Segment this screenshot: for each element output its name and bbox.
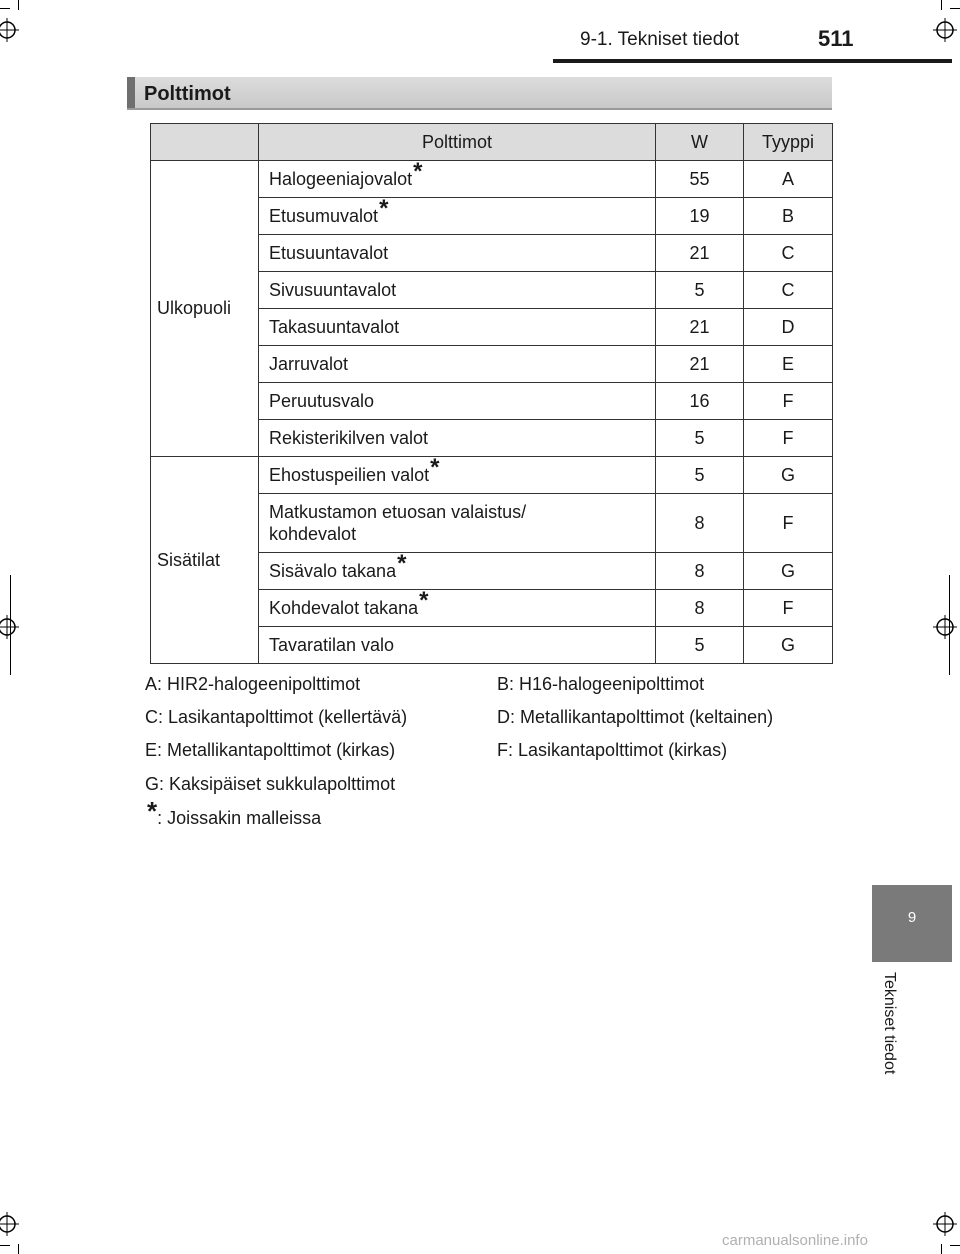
- registration-mark-icon: [0, 18, 19, 42]
- category-cell: Sisätilat: [151, 457, 259, 664]
- header-rule: [553, 59, 952, 63]
- footnote-text: : Joissakin malleissa: [157, 808, 322, 828]
- bulb-name: Rekisterikilven valot: [259, 420, 656, 457]
- bulb-table: [150, 123, 833, 664]
- category-cell: Ulkopuoli: [151, 161, 259, 457]
- bulb-name: Etusuuntavalot: [259, 235, 656, 272]
- chapter-tab: [872, 885, 952, 962]
- bulb-name: Tavaratilan valo: [259, 627, 656, 664]
- bulb-type: C: [744, 272, 833, 309]
- bulb-type: F: [744, 383, 833, 420]
- chapter-number: 9: [907, 909, 917, 926]
- header-bulbs: Polttimot: [259, 124, 656, 161]
- bulb-watt: 21: [656, 309, 744, 346]
- legend-g: G: Kaksipäiset sukkulapolttimot: [145, 774, 396, 794]
- bulb-watt: 55: [656, 161, 744, 198]
- legend-footnote: [147, 796, 322, 829]
- footnote-star: *: [430, 453, 440, 481]
- bulb-watt: 5: [656, 627, 744, 664]
- bulb-watt: 16: [656, 383, 744, 420]
- bulb-watt: 8: [656, 553, 744, 590]
- bulb-name: Sivusuuntavalot: [259, 272, 656, 309]
- section-heading-title: Polttimot: [144, 83, 231, 105]
- header-watt: W: [656, 124, 744, 161]
- bulb-watt: 5: [656, 420, 744, 457]
- bulb-name-text: Ehostuspeilien valot: [269, 464, 430, 485]
- legend-c: C: Lasikantapolttimot (kellertävä): [145, 707, 408, 727]
- legend-a: A: HIR2-halogeenipolttimot: [145, 674, 361, 694]
- bulb-type: B: [744, 198, 833, 235]
- bulb-watt: 19: [656, 198, 744, 235]
- watermark: carmanualsonline.info: [722, 1232, 868, 1249]
- bulb-watt: 5: [656, 272, 744, 309]
- bulb-name: [259, 494, 656, 553]
- table-row: [151, 161, 833, 198]
- bulb-type: D: [744, 309, 833, 346]
- header-type: Tyyppi: [744, 124, 833, 161]
- bulb-type: G: [744, 457, 833, 494]
- section-heading-bar: [127, 77, 832, 110]
- bulb-name-text-line2: kohdevalot: [269, 524, 357, 544]
- bulb-name-text: Kohdevalot takana: [269, 597, 419, 618]
- registration-mark-icon: [933, 18, 957, 42]
- footnote-mark: *: [147, 796, 158, 826]
- bulb-watt: 21: [656, 346, 744, 383]
- bulb-type: G: [744, 627, 833, 664]
- bulb-name: Jarruvalot: [259, 346, 656, 383]
- registration-mark-icon: [0, 1212, 19, 1236]
- bulb-name: Takasuuntavalot: [259, 309, 656, 346]
- footnote-star: *: [397, 549, 407, 577]
- chapter-label: Tekniset tiedot: [881, 972, 898, 1075]
- legend-e: E: Metallikantapolttimot (kirkas): [145, 740, 396, 760]
- bulb-type: F: [744, 590, 833, 627]
- bulb-type: E: [744, 346, 833, 383]
- bulb-name-text: Halogeeniajovalot: [269, 168, 413, 189]
- footnote-star: *: [419, 586, 429, 614]
- bulb-name: [259, 549, 656, 590]
- page-number: 511: [818, 26, 854, 51]
- bulb-name: [259, 586, 656, 627]
- section-heading-accent: [127, 77, 135, 108]
- footnote-star: *: [413, 157, 423, 185]
- bulb-name-text: Etusumuvalot: [269, 205, 379, 226]
- table-header-row: [151, 124, 833, 161]
- bulb-watt: 8: [656, 494, 744, 553]
- legend-b: B: H16-halogeenipolttimot: [497, 674, 705, 694]
- header-section-title: 9-1. Tekniset tiedot: [580, 29, 740, 50]
- bulb-name-text: Sisävalo takana: [269, 560, 397, 581]
- bulb-name: [259, 194, 656, 235]
- bulb-type: F: [744, 494, 833, 553]
- table-row: [151, 457, 833, 494]
- registration-mark-icon: [933, 615, 957, 639]
- bulb-name-text: Matkustamon etuosan valaistus/: [269, 502, 527, 522]
- legend-d: D: Metallikantapolttimot (keltainen): [497, 707, 774, 727]
- bulb-type: G: [744, 553, 833, 590]
- bulb-watt: 5: [656, 457, 744, 494]
- bulb-type: F: [744, 420, 833, 457]
- bulb-name: Peruutusvalo: [259, 383, 656, 420]
- footnote-star: *: [379, 194, 389, 222]
- bulb-watt: 21: [656, 235, 744, 272]
- bulb-name: [259, 157, 656, 198]
- legend-f: F: Lasikantapolttimot (kirkas): [497, 740, 728, 760]
- registration-mark-icon: [933, 1212, 957, 1236]
- bulb-name: [259, 453, 656, 494]
- bulb-type: A: [744, 161, 833, 198]
- bulb-watt: 8: [656, 590, 744, 627]
- bulb-type: C: [744, 235, 833, 272]
- header-category: [151, 124, 259, 161]
